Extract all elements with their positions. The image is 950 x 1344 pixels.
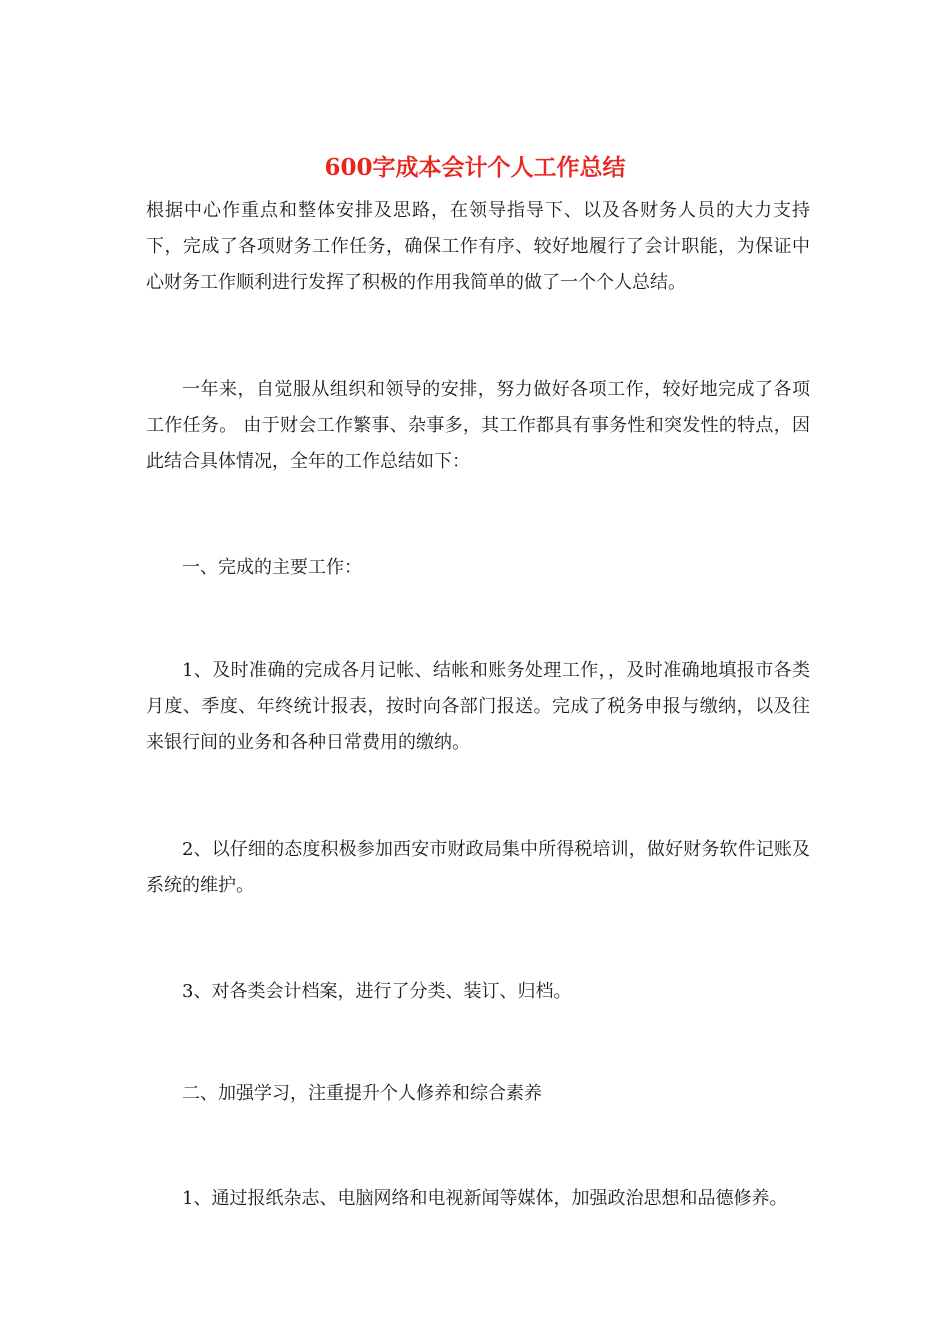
heading-study: 二、加强学习，注重提升个人修养和综合素养 — [182, 1083, 542, 1104]
paragraph-study-1: 1、通过报纸杂志、电脑网络和电视新闻等媒体，加强政治思想和品德修养。 — [182, 1188, 788, 1209]
document-title: 600字成本会计个人工作总结 — [324, 154, 626, 181]
paragraph-item-3: 3、对各类会计档案，进行了分类、装订、归档。 — [182, 981, 572, 1002]
paragraph-item-1: 1、及时准确的完成各月记帐、结帐和账务处理工作，，及时准确地填报市各类月度、季度、年终统计报表，按时向各部门报送。完成了税务申报与缴纳，以及往来银行间的业务和各种日常费用的缴纳。 — [146, 660, 810, 753]
paragraph-intro: 根据中心作重点和整体安排及思路，在领导指导下、以及各财务人员的大力支持下，完成了各项财务工作任务，确保工作有序、较好地履行了会计职能，为保证中心财务工作顺利进行发挥了积极的作用我简单的做了一个个人总结。 — [146, 200, 810, 293]
paragraph-item-2: 2、以仔细的态度积极参加西安市财政局集中所得税培训，做好财务软件记账及系统的维护。 — [146, 839, 810, 896]
heading-main-work: 一、完成的主要工作： — [182, 557, 362, 578]
paragraph-overview: 一年来，自觉服从组织和领导的安排，努力做好各项工作，较好地完成了各项工作任务。 由于财会工作繁事、杂事多，其工作都具有事务性和突发性的特点，因此结合具体情况，全年的工作总结如下： — [146, 379, 810, 472]
